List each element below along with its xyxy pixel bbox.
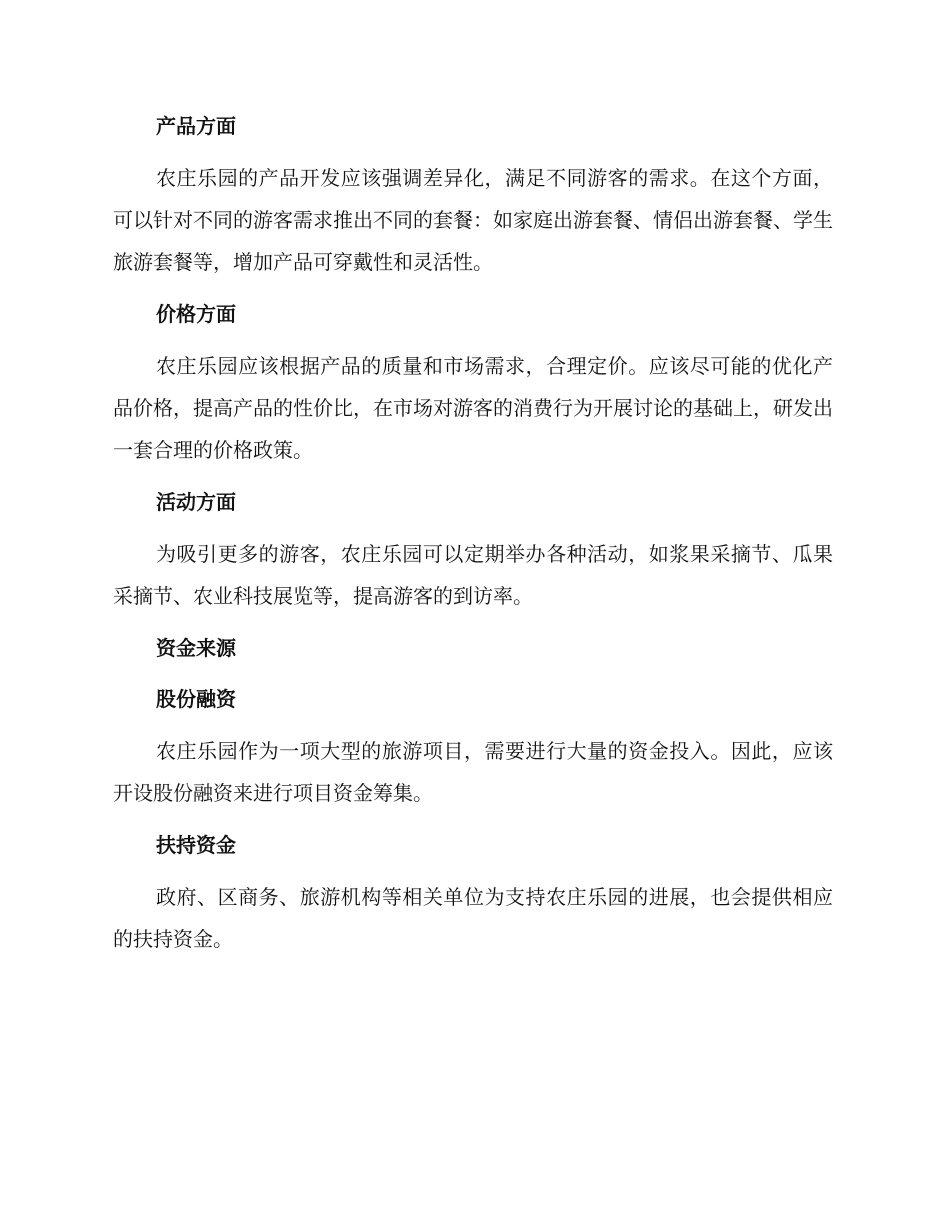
section-paragraph-support-funds: 政府、区商务、旅游机构等相关单位为支持农庄乐园的进展，也会提供相应的扶持资金。 (113, 885, 833, 951)
section-paragraph-equity-financing: 农庄乐园作为一项大型的旅游项目，需要进行大量的资金投入。因此，应该开设股份融资来进行项目资金筹集。 (113, 739, 833, 805)
section-heading-price: 价格方面 (156, 302, 236, 326)
section-heading-product: 产品方面 (156, 114, 236, 138)
section-paragraph-activities: 为吸引更多的游客，农庄乐园可以定期举办各种活动，如浆果采摘节、瓜果采摘节、农业科技展览等，提高游客的到访率。 (113, 542, 833, 608)
section-heading-funding-sources: 资金来源 (156, 636, 236, 660)
section-heading-support-funds: 扶持资金 (156, 833, 236, 857)
section-paragraph-product: 农庄乐园的产品开发应该强调差异化，满足不同游客的需求。在这个方面，可以针对不同的游客需求推出不同的套餐：如家庭出游套餐、情侣出游套餐、学生旅游套餐等，增加产品可穿戴性和灵活性。 (113, 166, 833, 274)
section-paragraph-price: 农庄乐园应该根据产品的质量和市场需求，合理定价。应该尽可能的优化产品价格，提高产品的性价比，在市场对游客的消费行为开展讨论的基础上，研发出一套合理的价格政策。 (113, 354, 833, 462)
document-page (113, 108, 833, 960)
section-heading-equity-financing: 股份融资 (156, 687, 236, 711)
section-heading-activities: 活动方面 (156, 490, 236, 514)
